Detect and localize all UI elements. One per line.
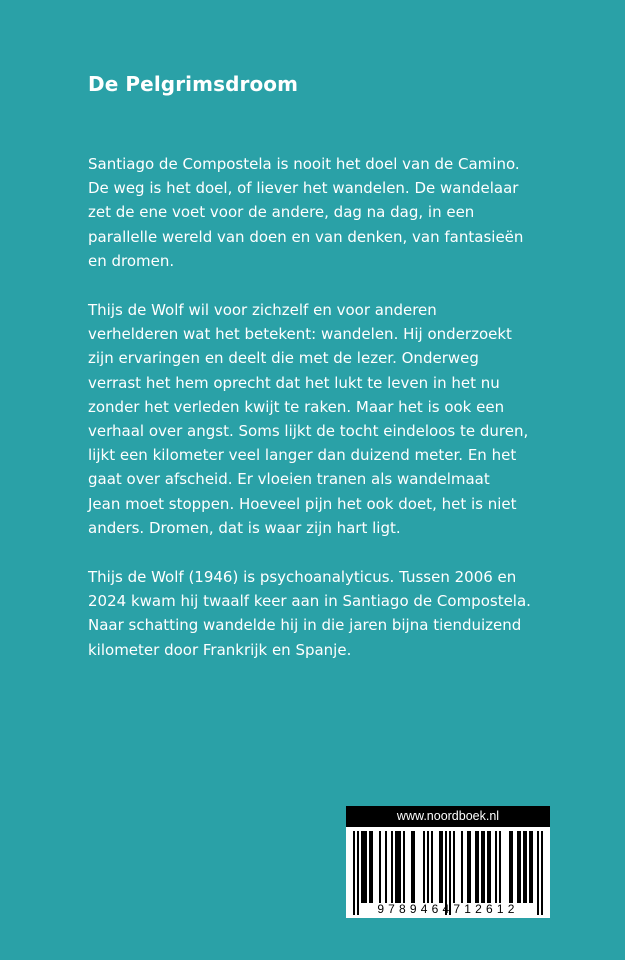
barcode-bar bbox=[475, 831, 477, 903]
barcode-block bbox=[346, 806, 550, 918]
isbn-number: 9789464712612 bbox=[377, 902, 519, 916]
text-line: parallelle wereld van doen en van denken, van fantasieën bbox=[88, 227, 524, 246]
barcode-bar bbox=[489, 831, 491, 903]
barcode-bar bbox=[423, 831, 425, 903]
text-line: Thijs de Wolf (1946) is psychoanalyticus. Tussen 2006 en bbox=[88, 568, 517, 587]
text-line: en dromen. bbox=[88, 251, 175, 270]
text-line: zet de ene voet voor de andere, dag na dag, in een bbox=[88, 203, 475, 222]
paragraph-1 bbox=[88, 152, 558, 273]
barcode-bar bbox=[499, 831, 501, 903]
text-line: kilometer door Frankrijk en Spanje. bbox=[88, 640, 352, 659]
barcode-bar bbox=[511, 831, 513, 903]
barcode-bar bbox=[467, 831, 469, 903]
text-line: anders. Dromen, dat is waar zijn hart ligt. bbox=[88, 518, 401, 537]
text-line: Thijs de Wolf wil voor zichzelf en voor anderen bbox=[88, 301, 437, 320]
barcode-bar bbox=[525, 831, 527, 903]
paragraph-3 bbox=[88, 565, 558, 662]
publisher-url: www.noordboek.nl bbox=[346, 806, 550, 827]
barcode-bar bbox=[397, 831, 399, 903]
barcode-bar bbox=[487, 831, 489, 903]
barcode-bar bbox=[403, 831, 405, 903]
barcode-bar bbox=[469, 831, 471, 903]
barcode-bar bbox=[395, 831, 397, 903]
barcode-bar bbox=[441, 831, 443, 903]
text-line: Santiago de Compostela is nooit het doel van de Camino. bbox=[88, 155, 520, 173]
barcode-bar bbox=[495, 831, 497, 903]
barcode-bar bbox=[477, 831, 479, 903]
barcode-bar bbox=[519, 831, 521, 903]
barcode-bar bbox=[461, 831, 463, 903]
barcode-bar bbox=[363, 831, 365, 903]
text-line: Naar schatting wandelde hij in die jaren bijna tienduizend bbox=[88, 616, 522, 635]
barcode-bar bbox=[369, 831, 371, 903]
barcode-bar bbox=[509, 831, 511, 903]
barcode-bar bbox=[399, 831, 401, 903]
barcode-bar bbox=[481, 831, 483, 903]
text-line: verhaal over angst. Soms lijkt de tocht eindeloos te duren, bbox=[88, 422, 529, 441]
paragraph-2 bbox=[88, 298, 558, 540]
blurb bbox=[88, 152, 558, 687]
barcode-bar bbox=[379, 831, 381, 903]
text-line: zonder het verleden kwijt te raken. Maar het is ook een bbox=[88, 397, 505, 416]
barcode-bar bbox=[413, 831, 415, 903]
barcode-bar bbox=[365, 831, 367, 903]
barcode-bar bbox=[391, 831, 393, 903]
text-line: De weg is het doel, of liever het wandelen. De wandelaar bbox=[88, 179, 519, 198]
barcode-bar bbox=[439, 831, 441, 903]
page-title: De Pelgrimsdroom bbox=[88, 72, 299, 96]
barcode-bar bbox=[385, 831, 387, 903]
text-line: zijn ervaringen en deelt die met de lezer. Onderweg bbox=[88, 349, 479, 368]
barcode-bar bbox=[531, 831, 533, 903]
barcode-bar bbox=[361, 831, 363, 903]
text-line: verhelderen wat het betekent: wandelen. Hij onderzoekt bbox=[88, 325, 512, 344]
text-line: 2024 kwam hij twaalf keer aan in Santiago de Compostela. bbox=[88, 592, 531, 611]
barcode-bar bbox=[411, 831, 413, 903]
barcode-bar bbox=[517, 831, 519, 903]
text-line: verrast het hem oprecht dat het lukt te leven in het nu bbox=[88, 373, 500, 392]
barcode-bar bbox=[483, 831, 485, 903]
barcode-bar bbox=[371, 831, 373, 903]
text-line: lijkt een kilometer veel langer dan duizend meter. En het bbox=[88, 446, 517, 465]
barcode-bar bbox=[523, 831, 525, 903]
text-line: Jean moet stoppen. Hoeveel pijn het ook doet, het is niet bbox=[88, 494, 517, 513]
barcode-bar bbox=[431, 831, 433, 903]
barcode-bar bbox=[427, 831, 429, 903]
barcode-bar bbox=[529, 831, 531, 903]
barcode-bar bbox=[453, 831, 455, 903]
text-line: gaat over afscheid. Er vloeien tranen als wandelmaat bbox=[88, 470, 490, 489]
